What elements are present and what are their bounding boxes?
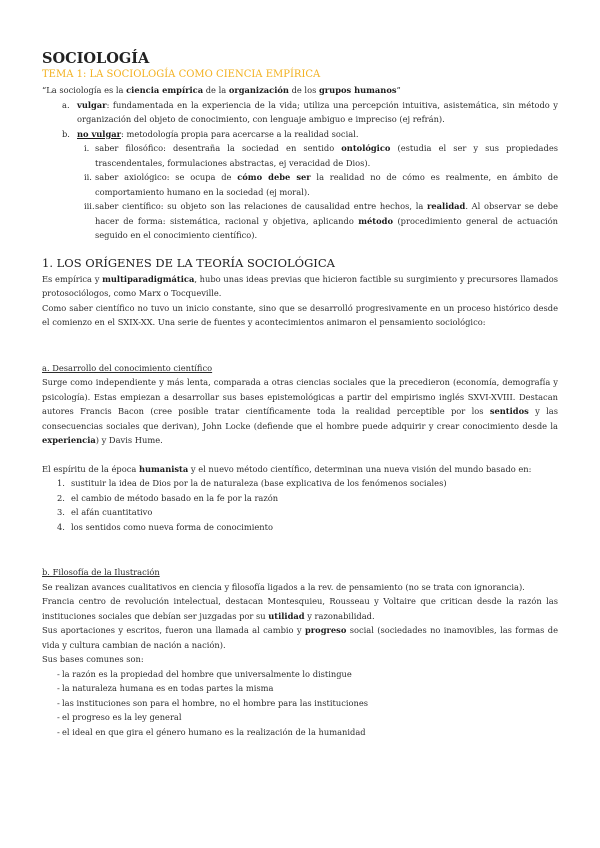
list-item: b. no vulgar: metodología propia para acercarse a la realidad social.: [42, 127, 558, 142]
subsection-heading-a: a. Desarrollo del conocimiento científico: [42, 362, 213, 373]
list-marker: i.: [84, 143, 90, 153]
subsection-a-paragraph-1: Surge como independiente y más lenta, comparada a otras ciencias sociales que la precedieron (economía, demografía y psicología). Estas empiezan a desarrollar sus bases epistemológicas a partir del empirismo inglés SXVI-XVIII. Destacan autores Francis Bacon (cree posible tratar científicamente toda la realidad perceptible por los sentidos y las consecuencias sociales que derivan), John Locke (defiende que el hombre puede adquirir y crear conocimiento desde la experiencia) y Davis Hume.: [42, 377, 558, 445]
list-item: - las instituciones son para el hombre, no el hombre para las instituciones: [42, 696, 558, 711]
list-marker: -: [57, 726, 60, 737]
list-marker: ii.: [84, 172, 92, 182]
common-bases-list: [42, 667, 558, 740]
list-item: 4. los sentidos como nueva forma de conocimiento: [42, 520, 558, 535]
list-marker: -: [57, 668, 60, 679]
knowledge-subtypes-list: [42, 141, 558, 243]
list-item: - la razón es la propiedad del hombre que universalmente lo distingue: [42, 667, 558, 682]
section-heading: 1. LOS ORÍGENES DE LA TEORÍA SOCIOLÓGICA: [42, 255, 335, 270]
list-marker: 3.: [57, 507, 65, 517]
subsection-b-paragraph-1: Se realizan avances cualitativos en ciencia y filosofía ligados a la rev. de pensamiento (no se trata con ignorancia).: [42, 581, 525, 592]
list-marker: 2.: [57, 492, 65, 503]
list-marker: -: [57, 712, 60, 722]
list-item: - la naturaleza humana es en todas partes la misma: [42, 681, 558, 696]
list-item: - el ideal en que gira el género humano es la realización de la humanidad: [42, 725, 558, 740]
list-marker: b.: [62, 128, 70, 139]
subsection-b-paragraph-4: Sus bases comunes son:: [42, 654, 144, 664]
section1-paragraph-1: Es empírica y multiparadigmática, hubo unas ideas previas que hicieron factible su surgimiento y precursores llamados protosociólogos, como Marx o Tocqueville.: [42, 273, 558, 298]
subsection-b-paragraph-2: Francia centro de revolución intelectual, destacan Montesquieu, Rousseau y Voltaire que critican desde la razón las instituciones sociales que debían ser juzgadas por su utilidad y razonabilidad.: [42, 596, 558, 621]
list-item: a. vulgar: fundamentada en la experiencia de la vida; utiliza una percepción intuitiva, asistemática, sin método y organización del objeto de conocimiento, con lenguaje ambiguo e impreciso (ej refrán).: [62, 99, 558, 124]
subsection-heading-b: b. Filosofía de la Ilustración: [42, 567, 160, 577]
list-item: iii. saber científico: su objeto son las relaciones de causalidad entre hechos, la realidad. Al observar se debe hacer de forma: sistemática, racional y objetiva, aplicando método (procedimiento general de actuación seguido en el conocimiento científico).: [84, 201, 558, 240]
list-marker: a.: [62, 99, 70, 110]
worldview-list: [42, 476, 558, 534]
list-marker: -: [57, 683, 60, 693]
list-item: i. saber filosófico: desentraña la sociedad en sentido ontológico (estudia el ser y sus propiedades trascendentales, formulaciones abstractas, ej veracidad de Dios).: [84, 143, 558, 168]
list-item: 2. el cambio de método basado en la fe por la razón: [42, 491, 558, 506]
list-item: ii. saber axiológico: se ocupa de cómo debe ser la realidad no de cómo es realmente, en ámbito de comportamiento humano en la sociedad (ej moral).: [84, 172, 558, 197]
list-marker: 1.: [57, 478, 65, 488]
list-item: 3. el afán cuantitativo: [42, 505, 558, 520]
tema-heading: TEMA 1: LA SOCIOLOGÍA COMO CIENCIA EMPÍRICA: [42, 69, 321, 80]
list-marker: iii.: [84, 201, 95, 211]
document-page: [42, 50, 558, 739]
list-marker: 4.: [57, 521, 65, 532]
section1-paragraph-2: Como saber científico no tuvo un inicio constante, sino que se desarrolló progresivamente en un proceso histórico desde el comienzo en el SXIX-XX. Una serie de fuentes y acontecimientos animaron el pensamiento sociológico:: [42, 302, 558, 327]
subsection-a-paragraph-2: El espíritu de la época humanista y el nuevo método científico, determinan una nueva visión del mundo basado en:: [42, 463, 532, 474]
definition-quote: “La sociología es la ciencia empírica de la organización de los grupos humanos”: [42, 85, 401, 95]
list-marker: -: [57, 697, 60, 708]
document-title: SOCIOLOGÍA: [42, 50, 150, 67]
list-item: - el progreso es la ley general: [42, 710, 558, 725]
subsection-b-paragraph-3: Sus aportaciones y escritos, fueron una llamada al cambio y progreso social (sociedades no inamovibles, las formas de vida y cultura cambian de nación a nación).: [42, 625, 559, 650]
knowledge-types-list: [42, 98, 558, 142]
list-item: 1. sustituir la idea de Dios por la de naturaleza (base explicativa de los fenómenos sociales): [42, 476, 558, 491]
